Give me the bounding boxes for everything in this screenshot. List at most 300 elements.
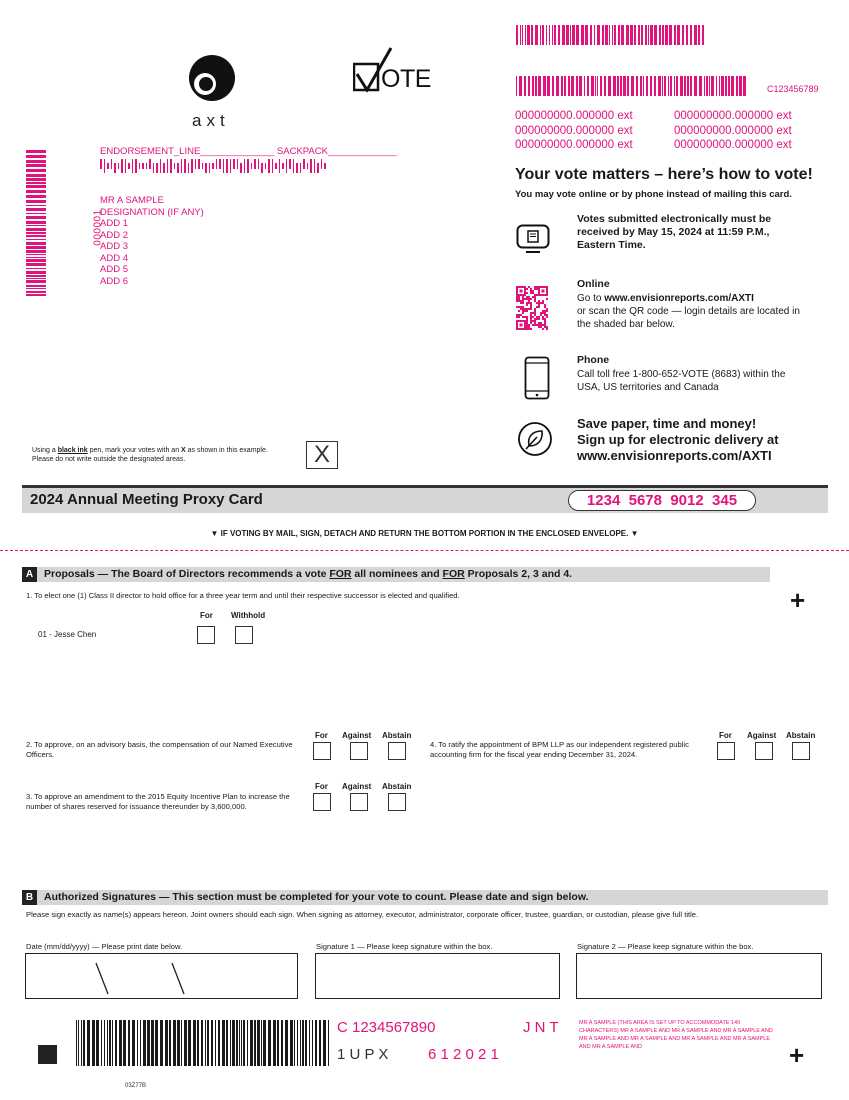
barcode-bar [319,1020,321,1066]
qr-module [534,294,536,296]
barcode-bar [743,76,746,96]
online-url-link[interactable]: www.envisionreports.com/AXTI [604,293,754,304]
barcode-bar [682,25,684,45]
qr-module [538,322,540,324]
qr-module [534,322,536,324]
barcode-bar [135,159,137,173]
barcode-bar [540,25,541,45]
barcode-bar [645,25,647,45]
barcode-bar [26,190,46,193]
sample-text-area: MR A SAMPLE (THIS AREA IS SET UP TO ACCOMMODATE 140 CHARACTERS) MR A SAMPLE AND MR A SAMPLE AND MR A SAMPLE AND MR A SAMPLE AND MR A SAMPLE AND MR A SAMPLE AND MR A SAMPLE AND MR A SAMPLE AND [579,1020,773,1050]
address-line: MR A SAMPLE [100,195,164,206]
qr-module [544,320,546,322]
axt-logo [186,53,238,133]
barcode-bar [591,76,594,96]
qr-module [546,316,548,318]
barcode-bar [240,163,242,173]
qr-module [534,314,536,316]
qr-module [528,324,530,326]
qr-module [518,306,520,308]
barcode-bar [202,163,204,169]
barcode-bar [680,76,683,96]
qr-module [518,296,520,298]
qr-module [520,324,523,327]
qr-module [534,324,536,326]
control-number: 1234 5678 9012 345 [568,490,756,511]
qr-module [540,326,542,328]
section-a-title: Proposals — The Board of Directors recommends a vote FOR all nominees and FOR Proposals 2, 3 and 4. [44,568,573,580]
barcode-bar [725,76,727,96]
barcode-bar [261,1020,262,1066]
barcode-bar [26,150,46,153]
barcode-bar [26,213,46,214]
barcode-bar [527,25,530,45]
barcode-bar [535,76,537,96]
barcode-id-text: C123456789 [767,84,819,94]
qr-module [538,318,540,320]
barcode-bar [662,76,663,96]
barcode-bar [26,280,46,283]
qr-module [544,306,546,308]
barcode-bar [101,1020,102,1066]
barcode-bar [300,163,302,173]
barcode-bar [112,1020,113,1066]
qr-module [526,326,528,328]
signing-instructions: Please sign exactly as name(s) appears hereon. Joint owners should each sign. When signing as attorney, executor, administrator, corporate officer, trustee, guardian, or custodian, please give full title. [26,910,699,919]
barcode-bar [669,25,672,45]
ext-line: 000000000.000000 ext [674,110,792,122]
barcode-bar [177,163,179,173]
p3-against-label: Against [342,782,372,791]
barcode-id [516,76,747,96]
barcode-bar [257,1020,260,1066]
barcode-bar [160,159,162,173]
barcode-bar [254,159,256,169]
barcode-bar [516,76,517,96]
p4-abstain-checkbox[interactable] [792,742,810,760]
qr-module [528,328,530,330]
qr-module [528,300,530,302]
barcode-bar [219,159,221,169]
barcode-bar [706,76,708,96]
barcode-bar [247,1020,248,1066]
qr-module [540,314,542,316]
barcode-bar [654,76,656,96]
qr-module [526,328,528,330]
barcode-bar [674,76,675,96]
qr-module [518,314,520,316]
barcode-bar [674,25,676,45]
address-line: DESIGNATION (IF ANY) [100,206,204,218]
barcode-bar [641,25,643,45]
qr-module [522,300,524,302]
nominee-name: 01 - Jesse Chen [38,630,97,639]
qr-module [538,306,540,308]
barcode-bar [26,235,46,237]
barcode-bar [690,76,692,96]
barcode-bar [293,159,295,173]
qr-module [522,316,524,318]
barcode-bar [198,159,200,169]
qr-module [520,300,522,302]
ext-line: 000000000.000000 ext [515,110,633,122]
qr-module [530,290,532,292]
barcode-bar [181,1020,182,1066]
barcode-bar [26,225,46,226]
leaf-icon [517,421,553,457]
barcode-bar [226,159,228,173]
barcode-bar [687,76,689,96]
qr-module [516,296,518,298]
barcode-bar [648,25,649,45]
qr-module [526,298,528,300]
qr-module [534,288,536,290]
barcode-bar [709,76,710,96]
barcode-bar [532,76,534,96]
barcode-bar [300,1020,301,1066]
barcode-bar [26,221,46,224]
barcode-bar [561,76,563,96]
qr-module [524,308,526,310]
p3-for-checkbox[interactable] [313,793,331,811]
barcode-bar [282,163,284,169]
barcode-bar [230,1020,231,1066]
qr-module [534,320,536,322]
barcode-bar [699,76,702,96]
barcode-bar [546,25,547,45]
barcode-bar [140,1020,141,1066]
qr-module [530,306,532,308]
qr-module [534,308,536,310]
barcode-bar [525,25,526,45]
qr-module [526,304,528,306]
barcode-bar [552,76,554,96]
barcode-bar [297,1020,298,1066]
section-a-header [22,567,770,582]
qr-module [526,296,528,298]
proposal-1-text: 1. To elect one (1) Class II director to hold office for a three year term and until their respective successor is elected and qualified. [26,591,460,600]
qr-module [546,310,548,312]
barcode-bar [237,159,239,169]
barcode-bar [239,1020,240,1066]
barcode-bar [26,228,46,231]
barcode-bar [218,1020,220,1066]
signature-2-box[interactable] [576,953,822,999]
qr-module [526,316,528,318]
qr-module [516,316,518,318]
barcode-bar [570,25,571,45]
barcode-bar [279,159,281,173]
form-code: 03Z77B [125,1083,147,1089]
nominee-withhold-checkbox[interactable] [235,626,253,644]
barcode-bar [230,159,232,173]
barcode-bar [107,163,109,169]
qr-module [522,298,524,300]
registration-square [38,1045,57,1064]
qr-module [520,306,522,308]
date-input-box[interactable] [25,953,298,999]
barcode-bar [137,1020,138,1066]
qr-module [534,286,536,288]
barcode-bar [554,25,556,45]
qr-module [544,324,546,326]
barcode-bar [608,76,611,96]
barcode-bar [621,25,624,45]
barcode-bar [151,1020,154,1066]
p2-abstain-checkbox[interactable] [388,742,406,760]
barcode-bar [684,76,686,96]
barcode-bar [244,159,246,173]
barcode-bar [658,76,661,96]
barcode-bar [296,163,298,173]
barcode-bar [302,1020,304,1066]
barcode-bar [26,164,46,167]
qr-module [524,310,526,312]
qr-module [540,302,542,304]
barcode-bar [694,25,697,45]
qr-module [542,310,544,312]
qr-module [516,298,518,300]
qr-module [546,328,548,330]
barcode-bar [704,76,705,96]
qr-module [536,324,538,326]
proposal-2-text: 2. To approve, on an advisory basis, the compensation of our Named Executive Officers. [26,740,293,759]
barcode-bar [690,25,692,45]
p4-for-checkbox[interactable] [717,742,735,760]
qr-module [542,318,544,320]
barcode-bar [191,159,193,173]
barcode-bar [604,76,606,96]
p3-against-checkbox[interactable] [350,793,368,811]
address-line: ADD 1 [100,218,128,229]
qr-module [546,326,548,328]
barcode-bar [594,25,595,45]
barcode-bar [26,250,46,253]
barcode-bar [26,185,46,188]
barcode-bar [211,1020,213,1066]
barcode-bar [26,294,46,296]
qr-module [530,304,532,306]
barcode-bar [26,182,46,184]
barcode-bar [107,1020,108,1066]
barcode-bar [26,246,46,249]
qr-module [526,324,528,326]
qr-module [534,318,536,320]
proposal-3-text: 3. To approve an amendment to the 2015 Equity Incentive Plan to increase the number of shares reserved for issuance thereunder by 3,600,000. [26,792,290,811]
proxy-bar [22,485,828,513]
qr-module [542,302,544,304]
barcode-bar [731,76,734,96]
barcode-bar [556,76,559,96]
address-line: ADD 4 [100,252,128,264]
qr-module [536,294,538,296]
barcode-bar [636,76,638,96]
barcode-bar [581,25,584,45]
qr-module [546,298,548,300]
barcode-bar [104,1020,105,1066]
barcode-bar [96,1020,99,1066]
online-text: Go to www.envisionreports.com/AXTI or scan the QR code — login details are located in the shaded bar below. [577,293,800,330]
barcode-bar [571,76,574,96]
barcode-bar [197,1020,199,1066]
barcode-bar [640,76,642,96]
p4-against-checkbox[interactable] [755,742,773,760]
qr-module [536,288,538,290]
barcode-bar [139,163,141,169]
detach-line [0,550,849,551]
barcode-bar [26,257,46,258]
ext-line: 000000000.000000 ext [515,124,633,137]
qr-module [538,304,540,306]
nominee-for-checkbox[interactable] [197,626,215,644]
qr-module [518,316,520,318]
qr-module [520,290,523,293]
qr-module [534,300,536,302]
barcode-bar [167,159,169,173]
section-b-title: Authorized Signatures — This section must be completed for your vote to count. Please date and sign below. [44,891,589,903]
barcode-bar [579,76,582,96]
date-separator-icon [26,954,299,1000]
barcode-bar [81,1020,82,1066]
barcode-bar [612,25,613,45]
address-line: ADD 3 [100,241,128,252]
barcode-bar [686,25,688,45]
barcode-bar [26,285,46,287]
barcode-bar [188,1020,191,1066]
qr-module [542,328,544,330]
barcode-bar [552,25,553,45]
barcode-bar [566,25,569,45]
p3-abstain-label: Abstain [382,782,412,791]
vote-info-title: Your vote matters – here’s how to vote! [515,166,813,183]
barcode-bar [247,159,249,173]
p4-against-label: Against [747,731,777,740]
qr-module [532,324,534,326]
barcode-bar [528,76,530,96]
footer-jnt: J N T [523,1019,559,1036]
barcode-bar [26,263,46,266]
barcode-bar [289,159,291,169]
signature-1-box[interactable] [315,953,560,999]
barcode-bar [590,25,592,45]
endorsement-line: ENDORSEMENT_LINE______________ SACKPACK_____________ [100,146,397,157]
p3-abstain-checkbox[interactable] [388,793,406,811]
barcode-bar [317,163,319,173]
barcode-bar [26,155,46,158]
barcode-vertical [26,150,46,298]
qr-module [528,286,530,288]
qr-module [544,326,546,328]
barcode-bar [26,291,46,293]
qr-module [530,316,532,318]
qr-module [536,302,538,304]
proxy-card-title: 2024 Annual Meeting Proxy Card [30,491,263,508]
edelivery-url-link[interactable]: www.envisionreports.com/AXTI [577,448,772,463]
barcode-bar [543,76,546,96]
p2-for-label: For [315,731,328,740]
barcode-bar [626,25,629,45]
barcode-bar [670,76,672,96]
barcode-bar [263,1020,266,1066]
barcode-bar [273,1020,276,1066]
barcode-bar [163,163,165,173]
barcode-bar [26,239,46,240]
qr-module [528,326,530,328]
qr-module [538,302,540,304]
barcode-bar [155,1020,158,1066]
qr-module [544,310,546,312]
barcode-bar [26,242,46,245]
barcode-bar [111,159,113,169]
barcode-bar [605,25,608,45]
qr-module [526,288,528,290]
barcode-bar [665,25,668,45]
barcode-bar [87,1020,90,1066]
qr-module [522,308,524,310]
p2-for-checkbox[interactable] [313,742,331,760]
qr-module [516,314,518,316]
barcode-bar [114,163,116,173]
qr-module [544,318,546,320]
address-line: ADD 5 [100,264,128,275]
barcode-bar [268,159,270,173]
example-mark: X [313,441,330,468]
barcode-bar [26,160,46,163]
barcode-bar [201,1020,203,1066]
barcode-bar [170,159,172,173]
ink-instruction: Using a black ink pen, mark your votes with an X as shown in this example. Please do not write outside the designated areas. [32,447,268,463]
barcode-bar [646,76,648,96]
barcode-bar [222,1020,225,1066]
qr-module [526,322,528,324]
qr-module [530,308,532,310]
barcode-bar [100,159,102,169]
barcode-bar [128,1020,130,1066]
barcode-bar [26,232,46,234]
phone-text: Call toll free 1-800-652-VOTE (8683) within the USA, US territories and Canada [577,369,786,393]
barcode-bar [643,76,644,96]
qr-module [528,296,530,298]
barcode-bar [307,163,309,169]
barcode-bar [585,25,588,45]
p2-against-checkbox[interactable] [350,742,368,760]
barcode-bar [268,1020,271,1066]
barcode-bar [576,76,578,96]
qr-module [516,306,518,308]
qr-module [520,308,522,310]
barcode-bar [324,163,326,169]
barcode-bar [241,1020,242,1066]
qr-module [538,300,540,302]
qr-module [542,312,544,314]
barcode-bar [547,76,550,96]
barcode-bar [618,25,620,45]
barcode-bar [294,1020,295,1066]
barcode-bar [118,163,120,169]
qr-module [522,306,524,308]
barcode-bar [188,163,190,173]
barcode-bar [26,205,46,206]
barcode-bar [736,76,738,96]
barcode-bar [26,268,46,269]
qr-module [526,318,528,320]
deadline-text: Votes submitted electronically must be received by May 15, 2024 at 11:59 P.M., Eastern Time. [577,213,772,251]
barcode-bar [659,25,661,45]
barcode-bar [323,1020,326,1066]
qr-module [532,312,534,314]
barcode-bar [309,1020,310,1066]
qr-module [518,310,520,312]
